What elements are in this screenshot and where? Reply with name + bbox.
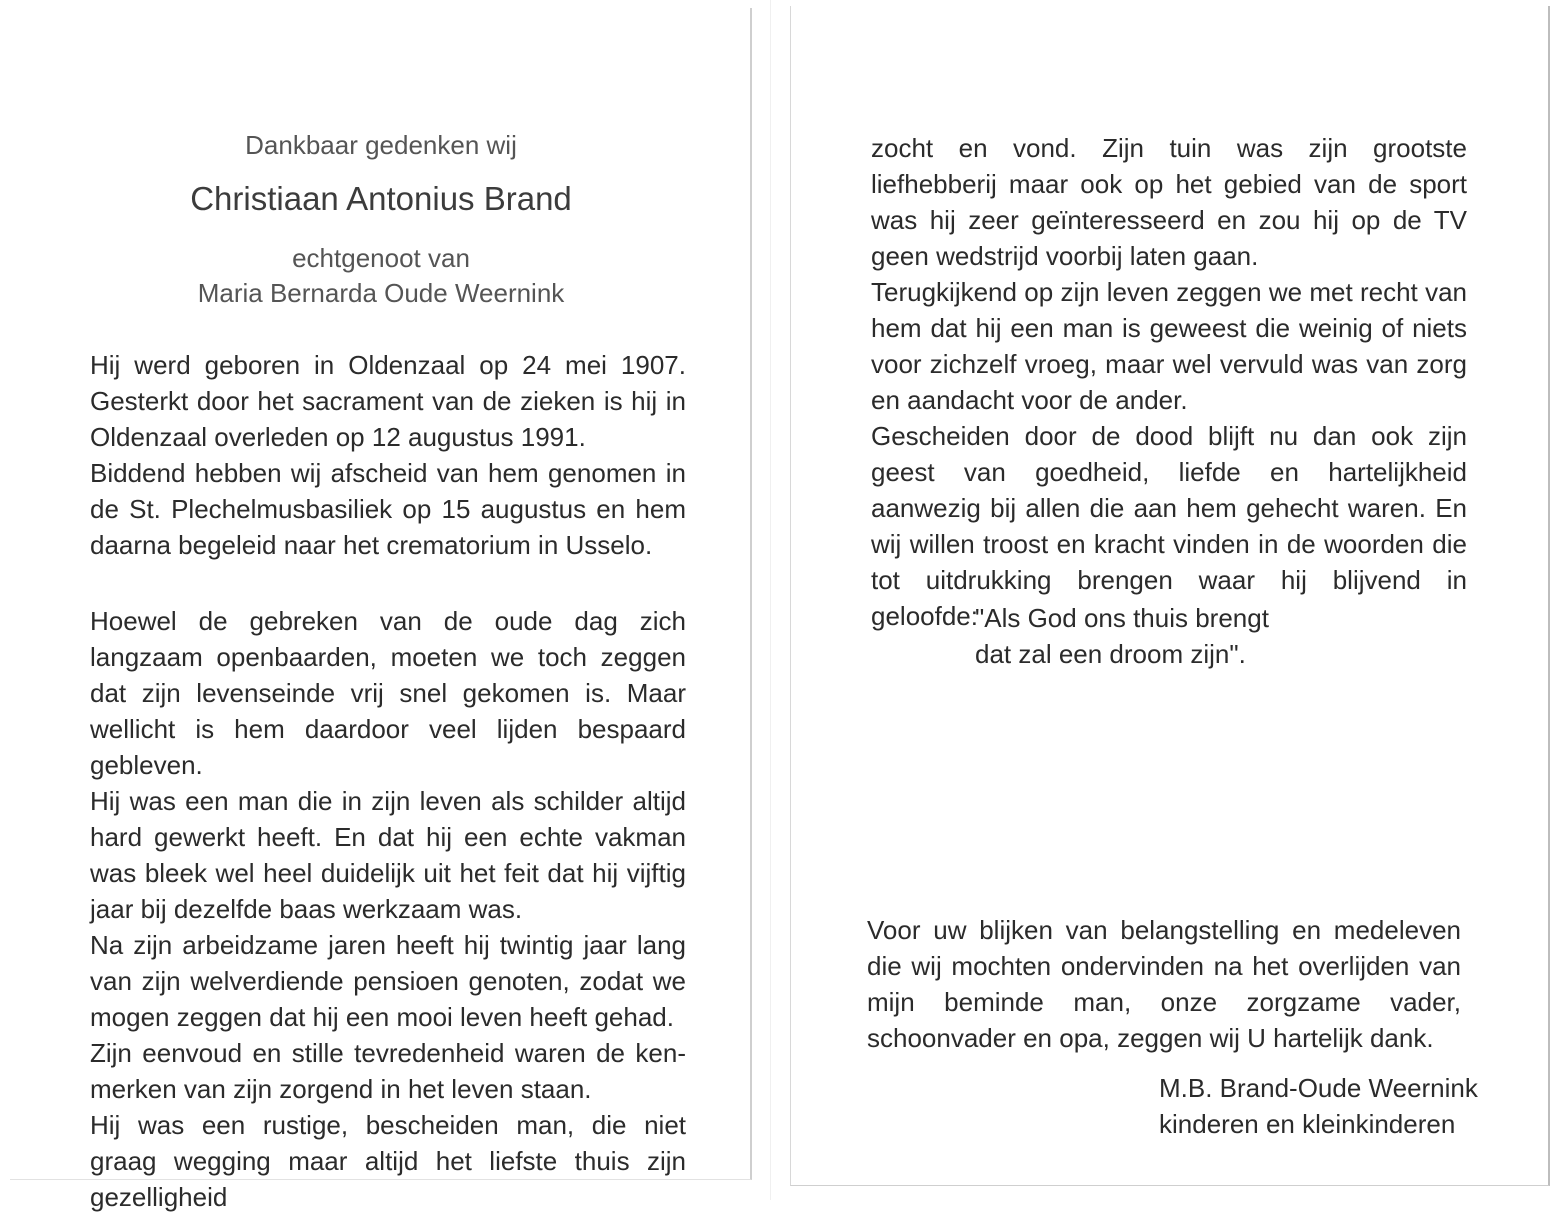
- biography-continued: [871, 130, 1467, 634]
- paragraph: Gescheiden door de dood blijft nu dan ook zijn geest van goedheid, liefde en hartelijkheid aanwezig bij allen die aan hem gehecht waren. En wij willen troost en kracht vinden in de woorden die tot uitdrukking brengen waar hij blijvend in geloofde:: [871, 421, 1467, 631]
- paragraph: Hij was een man die in zijn leven als schilder altijd hard gewerkt heeft. En dat hij een echte vakman was bleek wel heel duidelijk uit het feit dat hij vijftig jaar bij dezelfde baas werkzaam was.: [90, 786, 686, 924]
- relation-line: echtgenoot van: [292, 243, 470, 273]
- paragraph: zocht en vond. Zijn tuin was zijn grootste liefhebberij maar ook op het gebied van de sport was hij zeer geïnteresseerd en zou hij op de TV geen wedstrijd voorbij laten gaan.: [871, 133, 1467, 271]
- biography-body: [90, 603, 686, 1215]
- paragraph: Hij was een rustige, bescheiden man, die niet graag wegging maar altijd het liefste thuis zijn gezelligheid: [90, 1110, 686, 1212]
- dedication-line: Dankbaar gedenken wij: [245, 130, 517, 160]
- paragraph: Voor uw blijken van belangstelling en medeleven die wij mochten ondervinden na het overlijden van mijn beminde man, onze zorgzame vader, schoonvader en opa, zeggen wij U hartelijk dank.: [867, 915, 1461, 1053]
- signature-line: M.B. Brand-Oude Weernink: [1159, 1073, 1478, 1103]
- paragraph: Na zijn arbeidzame jaren heeft hij twintig jaar lang van zijn welverdiende pensioen genoten, zodat we mogen zeggen dat hij een mooi leven heeft gehad.: [90, 930, 686, 1032]
- spouse-name: Maria Bernarda Oude Weernink: [197, 278, 565, 308]
- poem-line: dat zal een droom zijn".: [975, 639, 1246, 669]
- quote-poem: [975, 600, 1269, 672]
- right-page: [790, 6, 1550, 1186]
- left-page: [10, 8, 752, 1212]
- paragraph: Zijn eenvoud en stille tevredenheid waren de ken-merken van zijn zorgend in het leven staan.: [90, 1038, 686, 1104]
- biography-intro: [90, 347, 686, 563]
- paragraph: Hij werd geboren in Oldenzaal op 24 mei 1907. Gesterkt door het sacrament van de zieken is hij in Oldenzaal overleden op 12 augustus 1991.: [90, 350, 686, 452]
- thanks-paragraph: [867, 912, 1461, 1056]
- paragraph: Hoewel de gebreken van de oude dag zich langzaam openbaarden, moeten we toch zeggen dat zijn levenseinde vrij snel gekomen is. Maar wellicht is hem daardoor veel lijden bespaard gebleven.: [90, 606, 686, 780]
- paragraph: Terugkijkend op zijn leven zeggen we met recht van hem dat hij een man is geweest die weinig of niets voor zichzelf vroeg, maar wel vervuld was van zorg en aandacht voor de ander.: [871, 277, 1467, 415]
- poem-line: "Als God ons thuis brengt: [975, 603, 1269, 633]
- signature-block: [1159, 1070, 1478, 1142]
- paragraph: Biddend hebben wij afscheid van hem genomen in de St. Plechelmusbasiliek op 15 augustus en hem daarna begeleid naar het crematorium in Usselo.: [90, 458, 686, 560]
- signature-line: kinderen en kleinkinderen: [1159, 1109, 1456, 1139]
- deceased-name: Christiaan Antonius Brand: [190, 180, 572, 217]
- page-gap-divider: [770, 0, 771, 1200]
